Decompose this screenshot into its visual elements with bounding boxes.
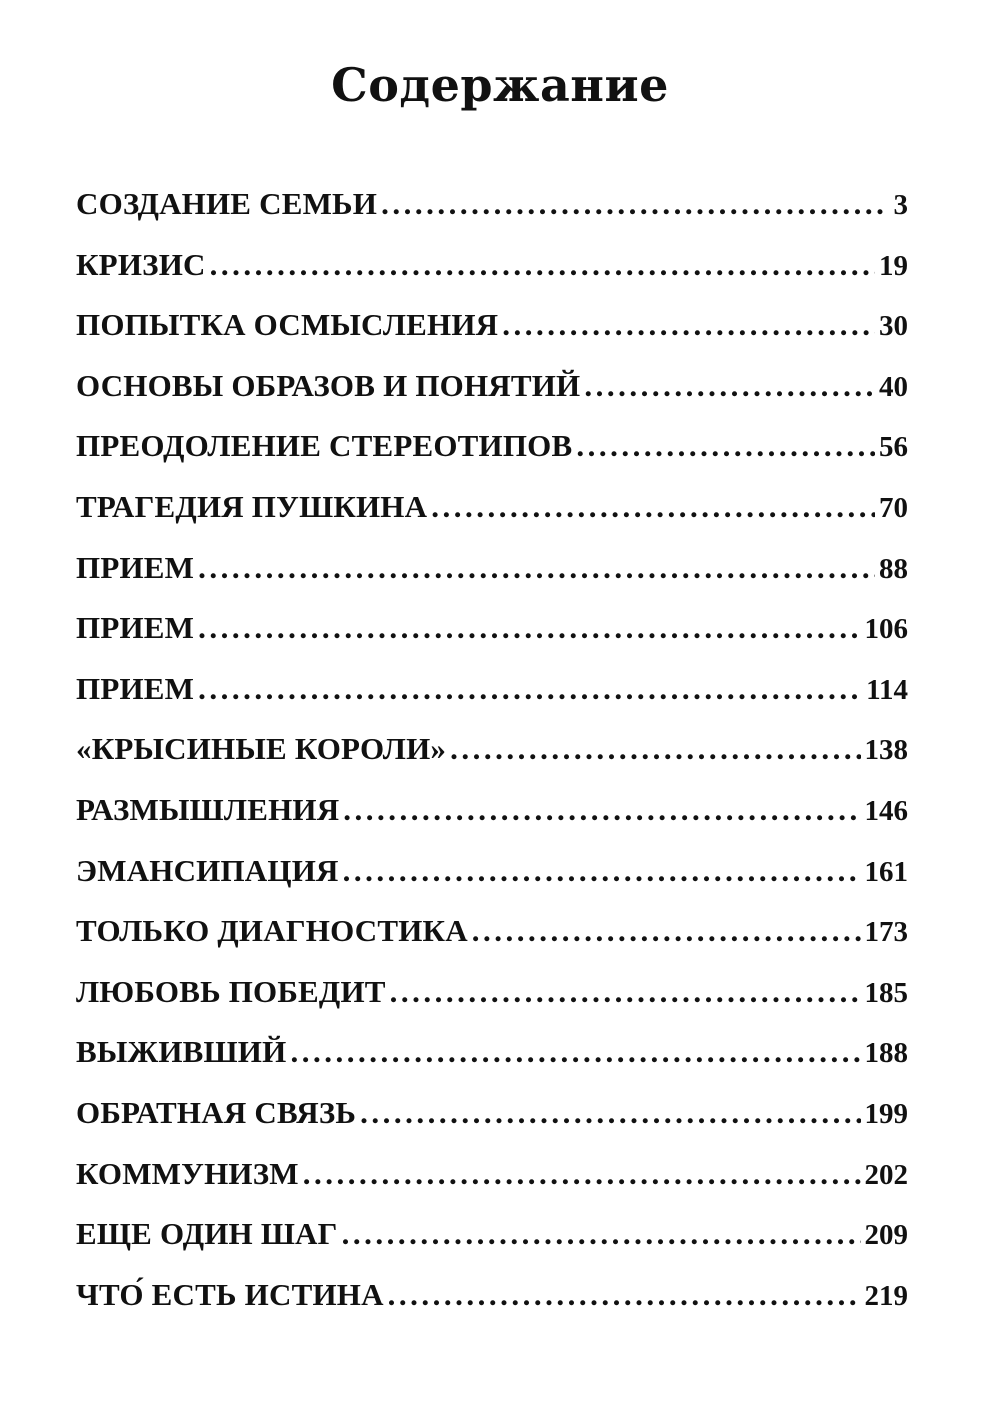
dot-leader — [390, 974, 861, 1010]
dot-leader — [342, 1216, 861, 1252]
toc-page-number: 161 — [864, 855, 908, 888]
toc-entry-title: ПРЕОДОЛЕНИЕ СТЕРЕОТИПОВ — [76, 428, 573, 464]
toc-entry-title: ПРИЕМ — [76, 610, 195, 646]
toc-page-number: 30 — [879, 310, 908, 343]
toc-entry — [76, 853, 908, 914]
toc-entry — [76, 792, 908, 853]
dot-leader — [431, 489, 875, 525]
toc-page-number: 40 — [879, 370, 908, 403]
toc-entry — [76, 1216, 908, 1277]
toc-entry — [76, 186, 908, 247]
toc-entry — [76, 247, 908, 308]
toc-entry-title: КРИЗИС — [76, 246, 206, 282]
dot-leader — [210, 247, 875, 283]
toc-entry — [76, 550, 908, 611]
toc-entry — [76, 368, 908, 429]
toc-entry-title: ПРИЕМ — [76, 549, 195, 585]
dot-leader — [472, 913, 861, 949]
dot-leader — [303, 1156, 861, 1192]
toc-page-number: 70 — [879, 491, 908, 524]
dot-leader — [198, 671, 862, 707]
dot-leader — [343, 792, 860, 828]
toc-entry — [76, 1034, 908, 1095]
toc-entry — [76, 671, 908, 732]
toc-entry — [76, 489, 908, 550]
toc-page-number: 202 — [864, 1158, 908, 1191]
toc-entry-title: ПРИЕМ — [76, 670, 195, 706]
table-of-contents — [76, 186, 908, 1337]
toc-entry-title: РАЗМЫШЛЕНИЯ — [76, 791, 340, 827]
toc-entry-title: ЛЮБОВЬ ПОБЕДИТ — [76, 973, 386, 1009]
toc-entry-title: СОЗДАНИЕ СЕМЬИ — [76, 186, 378, 221]
page-title: Содержание — [331, 58, 669, 112]
toc-entry-title: ТОЛЬКО ДИАГНОСТИКА — [76, 913, 468, 949]
toc-page-number: 199 — [864, 1097, 908, 1130]
toc-page-number: 209 — [864, 1219, 908, 1252]
dot-leader — [198, 610, 860, 646]
toc-page-number: 88 — [879, 552, 908, 585]
dot-leader — [343, 853, 861, 889]
toc-entry-title: ОСНОВЫ ОБРАЗОВ И ПОНЯТИЙ — [76, 367, 581, 403]
dot-leader — [360, 1095, 860, 1131]
toc-entry-title: КОММУНИЗМ — [76, 1155, 299, 1191]
dot-leader — [198, 550, 875, 586]
toc-page-number: 19 — [879, 249, 908, 282]
dot-leader — [502, 307, 875, 343]
toc-entry-title: ЕЩЕ ОДИН ШАГ — [76, 1216, 338, 1252]
toc-entry-title: ЭМАНСИПАЦИЯ — [76, 852, 339, 888]
dot-leader — [584, 368, 875, 404]
toc-entry — [76, 1095, 908, 1156]
toc-page-number: 56 — [879, 431, 908, 464]
toc-page-number: 185 — [864, 976, 908, 1009]
toc-page-number: 114 — [866, 673, 908, 706]
toc-entry-title: ПОПЫТКА ОСМЫСЛЕНИЯ — [76, 307, 499, 343]
toc-entry — [76, 610, 908, 671]
dot-leader — [576, 428, 875, 464]
toc-page-number: 138 — [864, 734, 908, 767]
toc-entry — [76, 1277, 908, 1338]
toc-entry-title: ОБРАТНАЯ СВЯЗЬ — [76, 1094, 357, 1130]
toc-entry-title: ЧТО́ ЕСТЬ ИСТИНА — [76, 1276, 384, 1312]
dot-leader — [290, 1034, 860, 1070]
dot-leader — [381, 186, 886, 222]
toc-entry — [76, 307, 908, 368]
toc-entry — [76, 428, 908, 489]
dot-leader — [450, 731, 860, 767]
toc-entry — [76, 974, 908, 1035]
toc-entry-title: «КРЫСИНЫЕ КОРОЛИ» — [76, 731, 447, 767]
toc-page-number: 188 — [864, 1037, 908, 1070]
toc-page-number: 219 — [864, 1279, 908, 1312]
toc-entry — [76, 1156, 908, 1217]
dot-leader — [388, 1277, 861, 1313]
toc-page-number: 146 — [864, 794, 908, 827]
toc-entry-title: ТРАГЕДИЯ ПУШКИНА — [76, 488, 428, 524]
toc-page-number: 173 — [864, 916, 908, 949]
toc-entry-title: ВЫЖИВШИЙ — [76, 1034, 287, 1070]
toc-entry — [76, 731, 908, 792]
toc-page-number: 3 — [893, 189, 908, 221]
toc-page-number: 106 — [864, 613, 908, 646]
toc-entry — [76, 913, 908, 974]
